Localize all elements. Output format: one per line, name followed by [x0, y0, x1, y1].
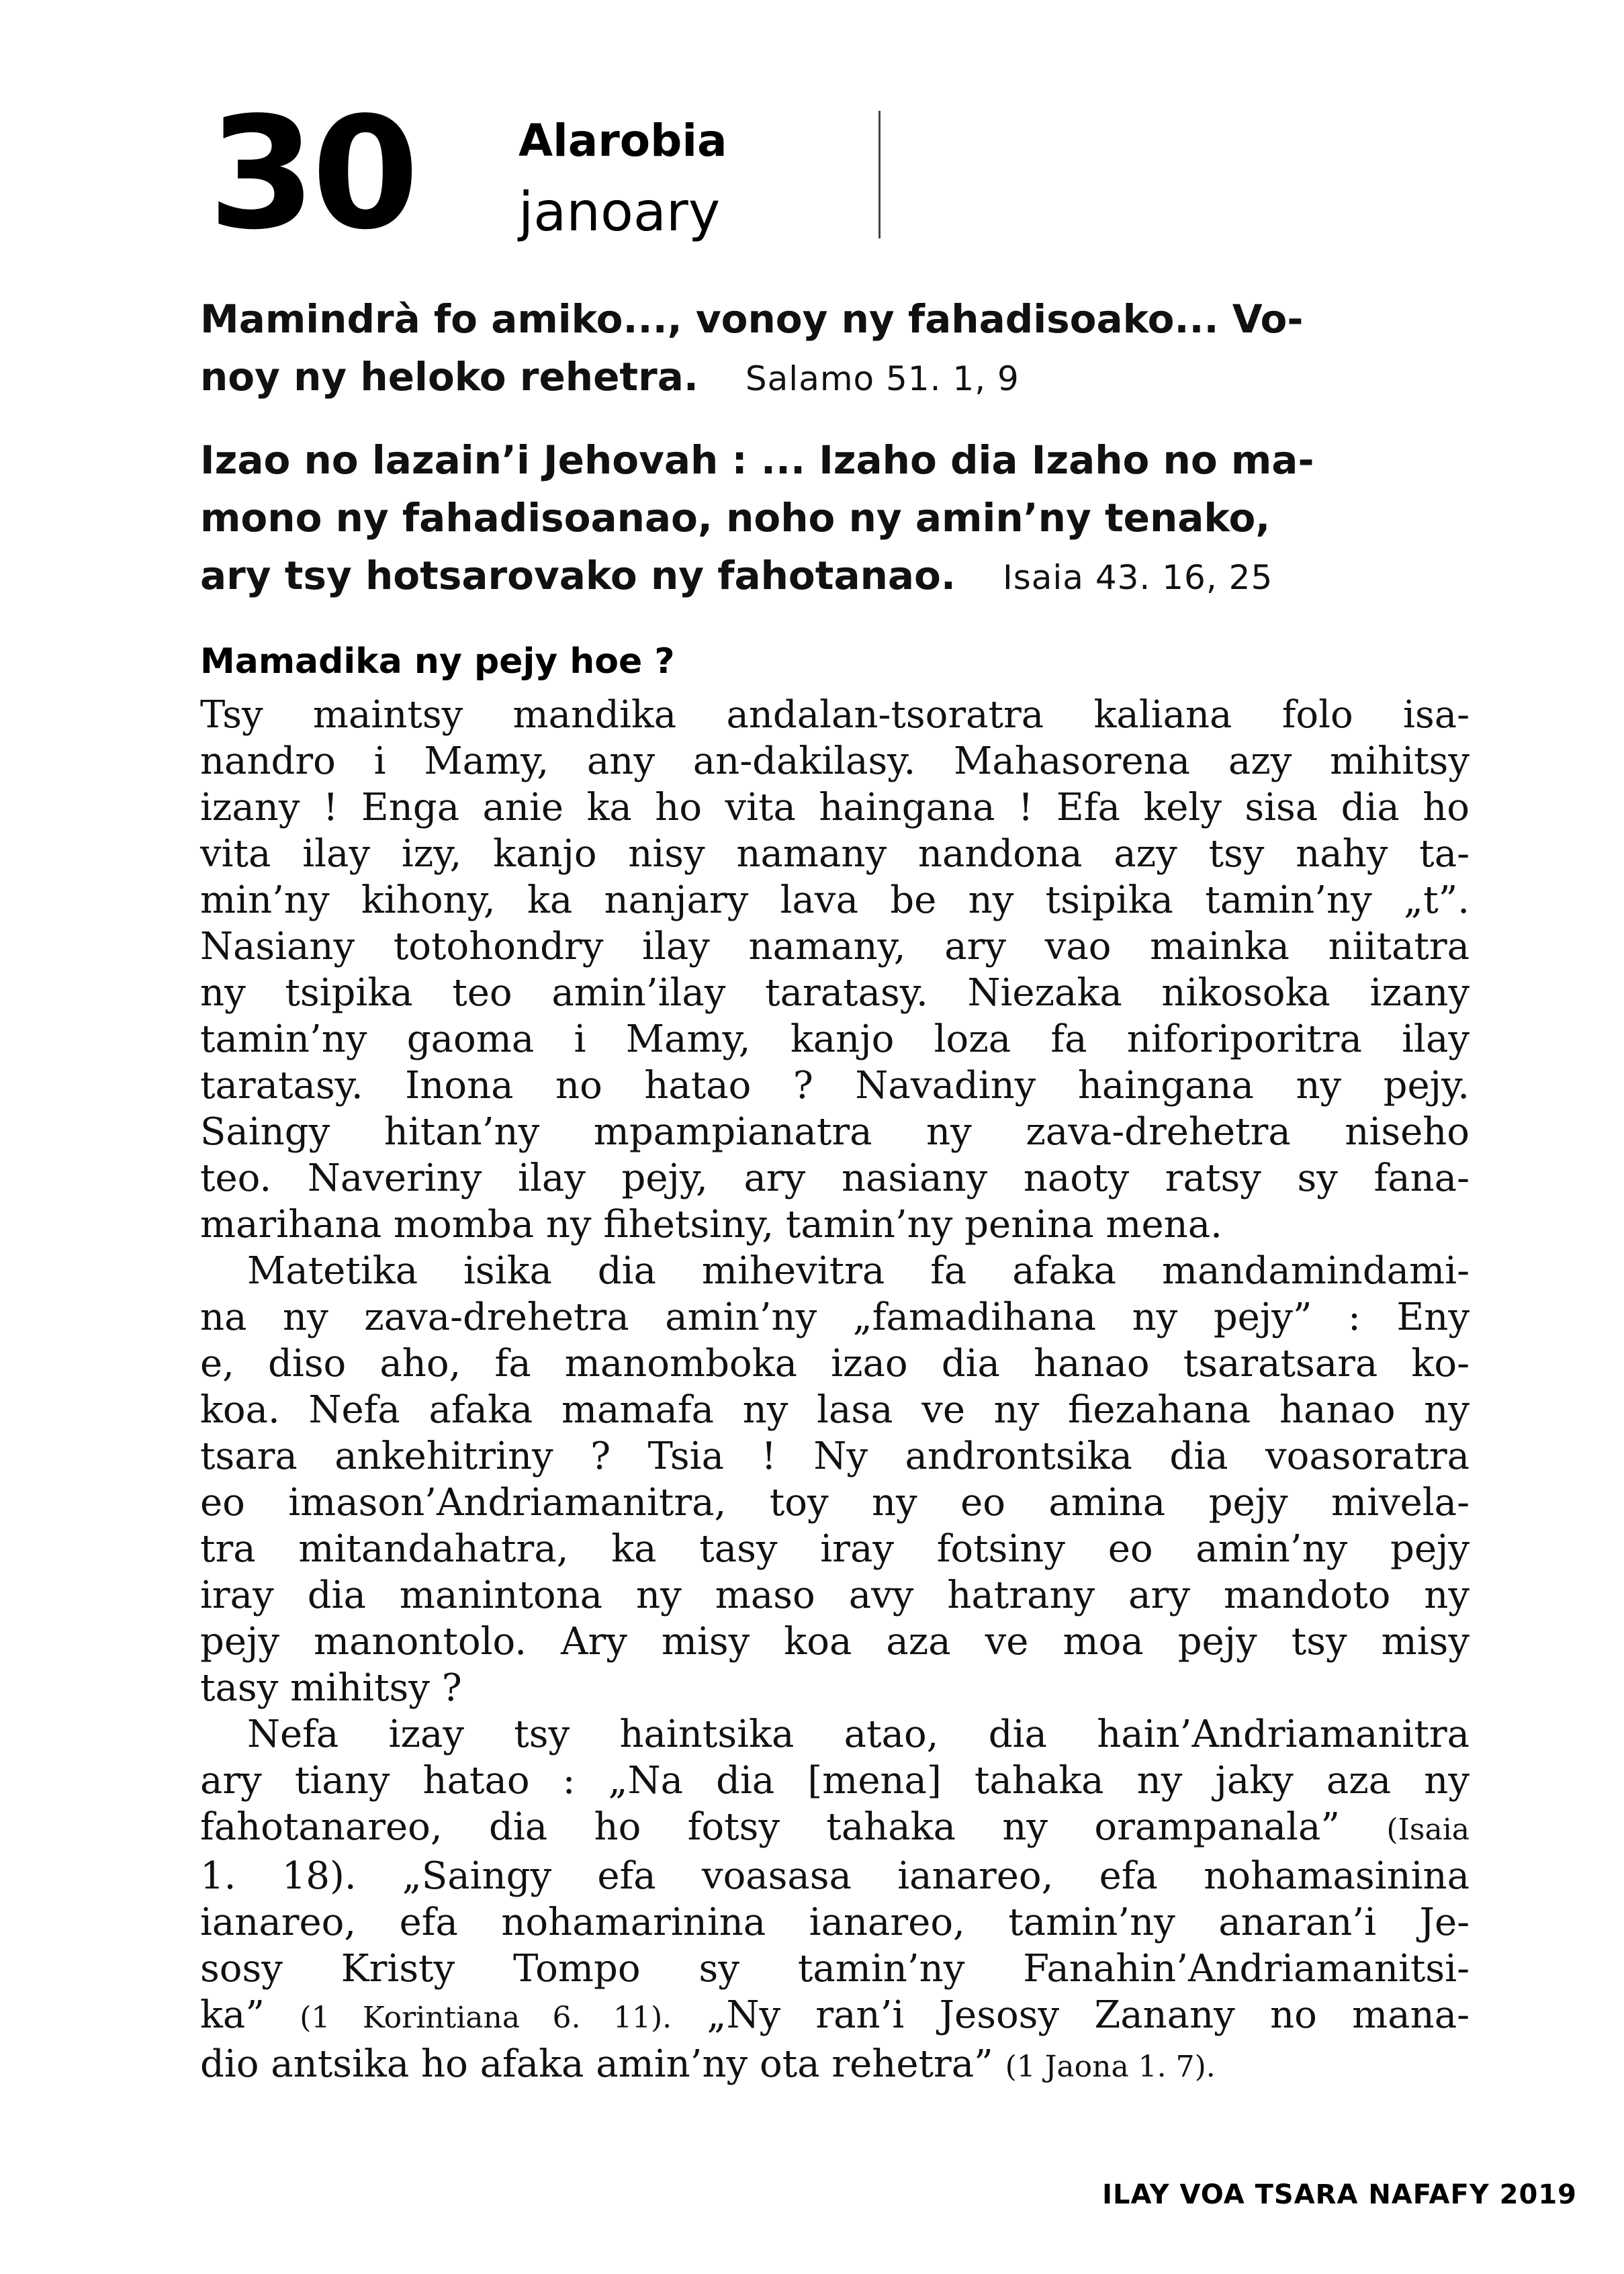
body-line	[200, 1992, 1470, 2041]
body-line: Saingy hitan’ny mpampianatra ny zava-drehetra niseho	[200, 1110, 1470, 1154]
body-text: „Ny ran’i Jesosy Zanany no mana-	[672, 1993, 1470, 2037]
verse-line	[200, 547, 1463, 606]
scripture-reference: (Isaia	[1386, 1813, 1470, 1847]
body-line: ny tsipika teo amin’ilay taratasy. Niezaka nikosoka izany	[200, 971, 1470, 1015]
body-line: tra mitandahatra, ka tasy iray fotsiny eo amin’ny pejy	[200, 1527, 1470, 1571]
body-line: Nasiany totohondry ilay namany, ary vao mainka niitatra	[200, 925, 1470, 968]
verse-block-2	[200, 431, 1463, 606]
verse-reference: Salamo 51. 1, 9	[745, 359, 1020, 398]
body-line: min’ny kihony, ka nanjary lava be ny tsipika tamin’ny „t”.	[200, 878, 1470, 922]
header-divider	[878, 111, 881, 238]
body-line: izany ! Enga anie ka ho vita haingana ! Efa kely sisa dia ho	[200, 786, 1470, 829]
body-line: ary tiany hatao : „Na dia [mena] tahaka ny jaky aza ny	[200, 1759, 1470, 1803]
body-line: iray dia manintona ny maso avy hatrany ary mandoto ny	[200, 1574, 1470, 1617]
verse-block-1	[200, 290, 1463, 408]
body-line: ianareo, efa nohamarinina ianareo, tamin’ny anaran’i Je-	[200, 1901, 1470, 1944]
verse-text: ary tsy hotsarovako ny fahotanao.	[200, 553, 956, 598]
body-line	[200, 2041, 1470, 2090]
body-line: 1. 18). „Saingy efa voasasa ianareo, efa nohamasinina	[200, 1854, 1470, 1898]
verse-reference: Isaia 43. 16, 25	[1002, 558, 1273, 597]
body-line: taratasy. Inona no hatao ? Navadiny haingana ny pejy.	[200, 1064, 1470, 1107]
body-line: koa. Nefa afaka mamafa ny lasa ve ny fiezahana hanao ny	[200, 1388, 1470, 1432]
footer-publication-title: ILAY VOA TSARA NAFAFY 2019	[1102, 2179, 1577, 2210]
body-line: vita ilay izy, kanjo nisy namany nandona azy tsy nahy ta-	[200, 832, 1470, 876]
body-line: marihana momba ny fihetsiny, tamin’ny penina mena.	[200, 1203, 1222, 1246]
scripture-reference: (1 Korintiana 6. 11).	[300, 2001, 672, 2035]
body-line: tamin’ny gaoma i Mamy, kanjo loza fa niforiporitra ilay	[200, 1017, 1470, 1061]
verse-line: Mamindrà fo amiko..., vonoy ny fahadisoako... Vo-	[200, 296, 1304, 342]
article-body	[200, 692, 1470, 2090]
verse-line: Izao no lazain’i Jehovah : ... Izaho dia Izaho no ma-	[200, 437, 1314, 483]
body-line: nandro i Mamy, any an-dakilasy. Mahasorena azy mihitsy	[200, 739, 1470, 783]
scripture-reference: (1 Jaona 1. 7).	[1005, 2050, 1216, 2084]
body-line: na ny zava-drehetra amin’ny „famadihana ny pejy” : Eny	[200, 1295, 1470, 1339]
body-line	[200, 1804, 1470, 1853]
body-line: eo imason’Andriamanitra, toy ny eo amina pejy mivela-	[200, 1481, 1470, 1525]
body-text: ka”	[200, 1993, 265, 2037]
article-title: Mamadika ny pejy hoe ?	[200, 641, 675, 682]
body-line: sosy Kristy Tompo sy tamin’ny Fanahin’Andriamanitsi-	[200, 1947, 1470, 1991]
day-number: 30	[208, 85, 416, 264]
body-line: tasy mihitsy ?	[200, 1666, 462, 1710]
body-line: pejy manontolo. Ary misy koa aza ve moa pejy tsy misy	[200, 1620, 1470, 1664]
body-line: e, diso aho, fa manomboka izao dia hanao tsaratsara ko-	[200, 1342, 1470, 1385]
body-line: tsara ankehitriny ? Tsia ! Ny androntsika dia voasoratra	[200, 1435, 1470, 1478]
verse-line	[200, 348, 1463, 408]
weekday-label: Alarobia	[518, 115, 727, 167]
body-line: Matetika isika dia mihevitra fa afaka mandamindami-	[247, 1249, 1470, 1293]
month-label: janoary	[518, 181, 721, 243]
verse-line: mono ny fahadisoanao, noho ny amin’ny tenako,	[200, 495, 1271, 541]
body-text: fahotanareo, dia ho fotsy tahaka ny orampanala”	[200, 1805, 1340, 1849]
body-line: teo. Naveriny ilay pejy, ary nasiany naoty ratsy sy fana-	[200, 1156, 1470, 1200]
body-line: Nefa izay tsy haintsika atao, dia hain’Andriamanitra	[247, 1713, 1470, 1756]
verse-text: noy ny heloko rehetra.	[200, 354, 698, 400]
body-text: dio antsika ho afaka amin’ny ota rehetra”	[200, 2042, 993, 2086]
date-header	[208, 85, 913, 264]
body-line: Tsy maintsy mandika andalan-tsoratra kaliana folo isa-	[200, 693, 1470, 737]
